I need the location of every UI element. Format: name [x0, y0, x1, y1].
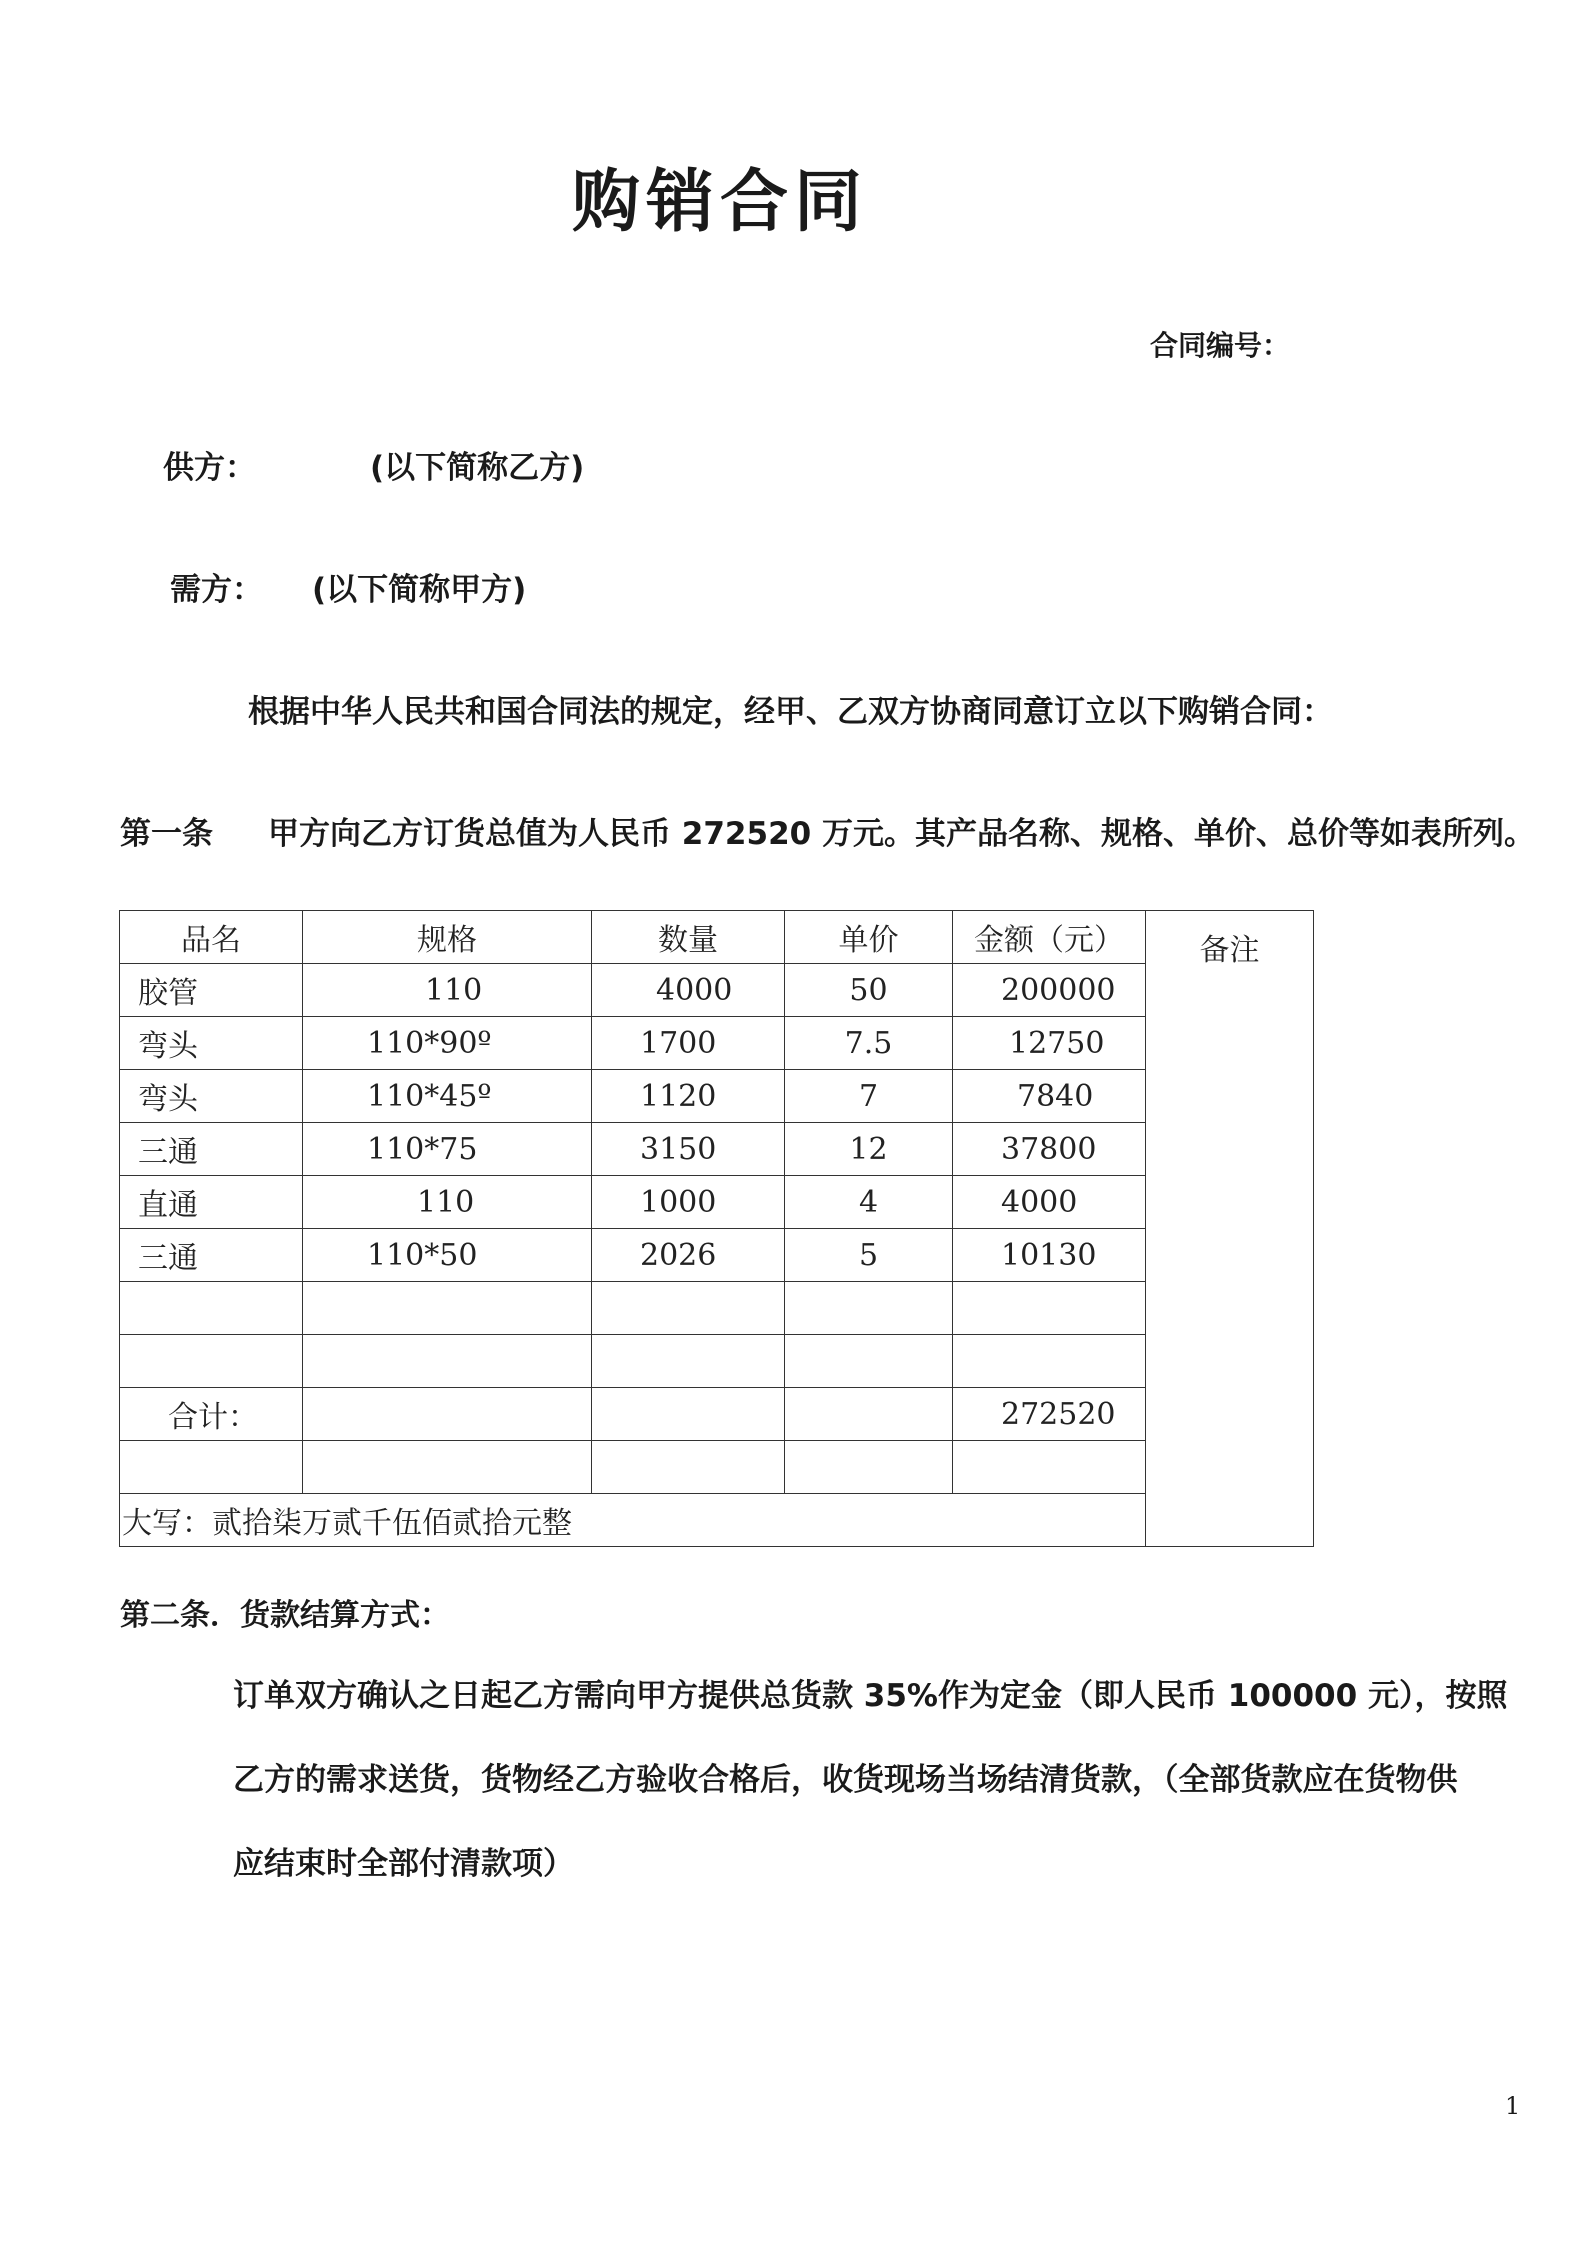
row-spec: 110*75 — [303, 1123, 592, 1176]
row-amount: 4000 — [953, 1176, 1146, 1229]
document-title: 购销合同 — [571, 163, 868, 242]
supplier-label: 供方： — [163, 450, 256, 486]
article-1-text: 甲方向乙方订货总值为人民币 272520 万元。其产品名称、规格、单价、总价等如表所列。 — [268, 816, 1535, 852]
row-qty: 1000 — [592, 1176, 785, 1229]
header-price: 单价 — [785, 911, 953, 964]
table-row-empty — [120, 1282, 1314, 1335]
table-row — [120, 1176, 1314, 1229]
article-2-line-2: 乙方的需求送货，货物经乙方验收合格后，收货现场当场结清货款，（全部货款应在货物供 — [233, 1762, 1458, 1798]
row-price: 5 — [785, 1229, 953, 1282]
row-qty: 1700 — [592, 1017, 785, 1070]
row-name: 胶管 — [120, 964, 303, 1017]
header-qty: 数量 — [592, 911, 785, 964]
goods-table — [119, 910, 1314, 1547]
table-row — [120, 1123, 1314, 1176]
row-qty: 4000 — [592, 964, 785, 1017]
table-row — [120, 1229, 1314, 1282]
row-spec: 110*90º — [303, 1017, 592, 1070]
row-name: 直通 — [120, 1176, 303, 1229]
row-amount: 7840 — [953, 1070, 1146, 1123]
row-amount: 10130 — [953, 1229, 1146, 1282]
row-qty: 1120 — [592, 1070, 785, 1123]
row-price: 7 — [785, 1070, 953, 1123]
page-number: 1 — [1505, 2092, 1521, 2120]
intro-paragraph: 根据中华人民共和国合同法的规定，经甲、乙双方协商同意订立以下购销合同： — [248, 694, 1333, 730]
buyer-label: 需方： — [170, 572, 263, 608]
row-qty: 2026 — [592, 1229, 785, 1282]
row-amount: 37800 — [953, 1123, 1146, 1176]
row-price: 50 — [785, 964, 953, 1017]
row-spec: 110 — [303, 1176, 592, 1229]
row-price: 4 — [785, 1176, 953, 1229]
table-row — [120, 1017, 1314, 1070]
row-name: 三通 — [120, 1229, 303, 1282]
row-spec: 110*45º — [303, 1070, 592, 1123]
table-row — [120, 1070, 1314, 1123]
table-total-row — [120, 1388, 1314, 1441]
supplier-note: (以下简称乙方) — [370, 450, 585, 486]
header-spec: 规格 — [303, 911, 592, 964]
table-words-row — [120, 1494, 1314, 1547]
row-name: 弯头 — [120, 1070, 303, 1123]
buyer-note: (以下简称甲方) — [312, 572, 527, 608]
row-name: 三通 — [120, 1123, 303, 1176]
row-qty: 3150 — [592, 1123, 785, 1176]
row-spec: 110*50 — [303, 1229, 592, 1282]
table-row-empty — [120, 1441, 1314, 1494]
total-label: 合计： — [120, 1388, 303, 1441]
table-row — [120, 964, 1314, 1017]
row-name: 弯头 — [120, 1017, 303, 1070]
header-amount: 金额（元） — [953, 911, 1146, 964]
article-1-label: 第一条 — [120, 816, 213, 852]
row-price: 12 — [785, 1123, 953, 1176]
row-amount: 12750 — [953, 1017, 1146, 1070]
article-2-title: 第二条．货款结算方式： — [120, 1598, 450, 1633]
total-amount: 272520 — [953, 1388, 1146, 1441]
table-header-row — [120, 911, 1314, 964]
article-2-line-3: 应结束时全部付清款项） — [233, 1846, 574, 1882]
row-amount: 200000 — [953, 964, 1146, 1017]
header-name: 品名 — [120, 911, 303, 964]
contract-number-label: 合同编号： — [1150, 329, 1291, 362]
amount-in-words: 大写：贰拾柒万贰千伍佰贰拾元整 — [120, 1494, 1146, 1547]
table-row-empty — [120, 1335, 1314, 1388]
row-spec: 110 — [303, 964, 592, 1017]
article-2-line-1: 订单双方确认之日起乙方需向甲方提供总货款 35%作为定金（即人民币 100000 元），按照 — [233, 1678, 1508, 1714]
header-remark: 备注 — [1146, 911, 1314, 1547]
row-price: 7.5 — [785, 1017, 953, 1070]
